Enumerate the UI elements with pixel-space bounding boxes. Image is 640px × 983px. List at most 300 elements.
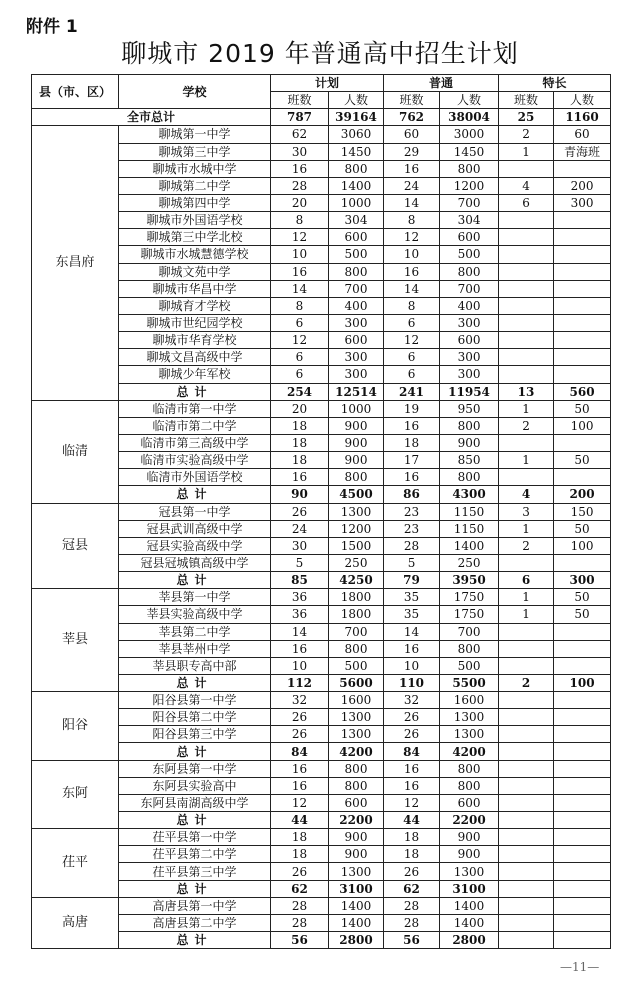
value-cell: 500	[329, 657, 384, 674]
table-row	[32, 246, 611, 263]
county-total-cell: 86	[384, 486, 440, 503]
document-title: 聊城市 2019 年普通高中招生计划	[121, 39, 519, 68]
value-cell	[554, 469, 611, 486]
header-row-1	[32, 75, 611, 92]
value-cell	[554, 160, 611, 177]
county-total-cell: 11954	[440, 383, 499, 400]
school-name: 聊城第四中学	[119, 194, 271, 211]
value-cell: 14	[384, 194, 440, 211]
school-name: 临清市第二中学	[119, 417, 271, 434]
grand-total-cell: 787	[271, 109, 329, 126]
value-cell	[554, 434, 611, 451]
county-total-cell: 560	[554, 383, 611, 400]
value-cell: 29	[384, 143, 440, 160]
school-name: 阳谷县第二中学	[119, 709, 271, 726]
value-cell: 1	[499, 452, 554, 469]
value-cell: 5	[384, 554, 440, 571]
county-total-label: 总计	[119, 383, 271, 400]
county-total-cell: 62	[271, 880, 329, 897]
table-row	[32, 469, 611, 486]
value-cell	[554, 777, 611, 794]
value-cell: 600	[329, 794, 384, 811]
value-cell: 304	[440, 212, 499, 229]
value-cell: 1300	[329, 863, 384, 880]
value-cell	[499, 623, 554, 640]
county-total-cell	[554, 743, 611, 760]
value-cell	[499, 554, 554, 571]
county-total-cell: 79	[384, 572, 440, 589]
school-name: 聊城市水城慧德学校	[119, 246, 271, 263]
county-total-label: 总计	[119, 743, 271, 760]
value-cell: 20	[271, 400, 329, 417]
value-cell: 12	[271, 794, 329, 811]
value-cell: 50	[554, 606, 611, 623]
value-cell: 500	[329, 246, 384, 263]
value-cell: 16	[384, 469, 440, 486]
value-cell: 2	[499, 417, 554, 434]
value-cell: 300	[329, 314, 384, 331]
value-cell: 50	[554, 520, 611, 537]
value-cell	[499, 640, 554, 657]
value-cell	[499, 829, 554, 846]
county-total-cell: 85	[271, 572, 329, 589]
value-cell: 26	[271, 863, 329, 880]
value-cell	[499, 794, 554, 811]
value-cell: 1400	[329, 914, 384, 931]
value-cell: 1300	[329, 726, 384, 743]
value-cell: 12	[384, 794, 440, 811]
value-cell: 900	[329, 452, 384, 469]
value-cell	[554, 554, 611, 571]
value-cell	[554, 829, 611, 846]
school-name: 聊城第一中学	[119, 126, 271, 143]
county-total-cell: 4250	[329, 572, 384, 589]
county-total-cell: 84	[271, 743, 329, 760]
value-cell	[499, 914, 554, 931]
value-cell	[499, 692, 554, 709]
table-row	[32, 263, 611, 280]
value-cell: 200	[554, 177, 611, 194]
table-row	[32, 520, 611, 537]
school-name: 冠县武训高级中学	[119, 520, 271, 537]
table-row	[32, 229, 611, 246]
value-cell	[554, 263, 611, 280]
value-cell: 18	[384, 846, 440, 863]
value-cell: 18	[271, 846, 329, 863]
value-cell: 600	[440, 229, 499, 246]
school-name: 聊城市水城中学	[119, 160, 271, 177]
county-total-cell: 2800	[440, 932, 499, 949]
value-cell: 300	[329, 349, 384, 366]
value-cell: 1200	[440, 177, 499, 194]
value-cell	[499, 160, 554, 177]
value-cell: 300	[329, 366, 384, 383]
county-total-cell: 6	[499, 572, 554, 589]
grand-total-cell: 762	[384, 109, 440, 126]
table-row	[32, 194, 611, 211]
table-row	[32, 829, 611, 846]
value-cell: 6	[271, 349, 329, 366]
value-cell: 16	[271, 640, 329, 657]
school-name: 聊城文昌高级中学	[119, 349, 271, 366]
value-cell: 300	[440, 349, 499, 366]
county-total-row	[32, 572, 611, 589]
value-cell: 36	[271, 589, 329, 606]
value-cell: 1600	[440, 692, 499, 709]
county-total-label: 总计	[119, 880, 271, 897]
value-cell: 26	[271, 503, 329, 520]
value-cell	[499, 760, 554, 777]
table-row	[32, 709, 611, 726]
value-cell: 1150	[440, 503, 499, 520]
value-cell: 700	[440, 623, 499, 640]
value-cell: 900	[329, 434, 384, 451]
value-cell: 26	[271, 709, 329, 726]
value-cell	[499, 897, 554, 914]
table-row	[32, 126, 611, 143]
county-name: 高唐	[32, 897, 119, 948]
header-special-people: 人数	[554, 92, 611, 109]
county-total-row	[32, 932, 611, 949]
school-name: 莘县职专高中部	[119, 657, 271, 674]
value-cell: 16	[384, 263, 440, 280]
value-cell: 12	[271, 229, 329, 246]
value-cell: 800	[440, 263, 499, 280]
school-name: 聊城少年军校	[119, 366, 271, 383]
value-cell: 3060	[329, 126, 384, 143]
county-name: 东昌府	[32, 126, 119, 400]
value-cell: 600	[329, 332, 384, 349]
county-name: 东阿	[32, 760, 119, 829]
value-cell: 850	[440, 452, 499, 469]
table-row	[32, 400, 611, 417]
header-regular-classes: 班数	[384, 92, 440, 109]
value-cell: 1000	[329, 194, 384, 211]
county-total-cell: 2200	[440, 812, 499, 829]
county-total-label: 总计	[119, 932, 271, 949]
value-cell: 1800	[329, 589, 384, 606]
table-row	[32, 177, 611, 194]
county-total-cell: 200	[554, 486, 611, 503]
value-cell	[499, 726, 554, 743]
value-cell: 700	[329, 623, 384, 640]
value-cell: 14	[271, 280, 329, 297]
header-plan: 计划	[271, 75, 384, 92]
county-total-cell: 44	[271, 812, 329, 829]
value-cell: 60	[384, 126, 440, 143]
value-cell: 16	[271, 777, 329, 794]
value-cell: 10	[271, 657, 329, 674]
header-plan-people: 人数	[329, 92, 384, 109]
grand-total-cell: 25	[499, 109, 554, 126]
county-total-cell: 62	[384, 880, 440, 897]
county-total-cell: 5600	[329, 674, 384, 691]
county-total-row	[32, 812, 611, 829]
value-cell	[554, 914, 611, 931]
county-total-label: 总计	[119, 812, 271, 829]
county-total-cell	[499, 743, 554, 760]
value-cell: 400	[440, 297, 499, 314]
value-cell: 400	[329, 297, 384, 314]
table-row	[32, 434, 611, 451]
table-row	[32, 314, 611, 331]
table-row	[32, 417, 611, 434]
value-cell: 4	[499, 177, 554, 194]
county-total-cell: 4200	[440, 743, 499, 760]
value-cell: 1750	[440, 589, 499, 606]
value-cell: 800	[440, 469, 499, 486]
value-cell: 300	[554, 194, 611, 211]
value-cell: 28	[271, 897, 329, 914]
value-cell: 16	[384, 760, 440, 777]
value-cell	[499, 434, 554, 451]
table-row	[32, 914, 611, 931]
county-total-cell: 3100	[440, 880, 499, 897]
school-name: 阳谷县第三中学	[119, 726, 271, 743]
value-cell: 18	[271, 829, 329, 846]
grand-total-cell: 1160	[554, 109, 611, 126]
value-cell: 16	[384, 640, 440, 657]
value-cell: 900	[440, 846, 499, 863]
table-row	[32, 212, 611, 229]
value-cell	[499, 314, 554, 331]
header-regular-people: 人数	[440, 92, 499, 109]
county-total-cell: 4	[499, 486, 554, 503]
value-cell	[554, 709, 611, 726]
value-cell: 28	[384, 897, 440, 914]
value-cell: 8	[384, 212, 440, 229]
school-name: 东阿县南湖高级中学	[119, 794, 271, 811]
county-total-cell: 12514	[329, 383, 384, 400]
county-total-cell: 56	[384, 932, 440, 949]
table-row	[32, 726, 611, 743]
value-cell: 1300	[440, 726, 499, 743]
table-row	[32, 640, 611, 657]
value-cell: 800	[329, 777, 384, 794]
table-row	[32, 760, 611, 777]
value-cell: 26	[384, 726, 440, 743]
value-cell: 35	[384, 606, 440, 623]
value-cell	[499, 777, 554, 794]
county-total-cell	[554, 932, 611, 949]
value-cell: 900	[329, 829, 384, 846]
school-name: 高唐县第二中学	[119, 914, 271, 931]
value-cell: 1400	[440, 914, 499, 931]
value-cell: 800	[329, 760, 384, 777]
county-total-row	[32, 383, 611, 400]
school-name: 冠县第一中学	[119, 503, 271, 520]
county-total-cell	[554, 880, 611, 897]
value-cell: 18	[384, 434, 440, 451]
school-name: 冠县冠城镇高级中学	[119, 554, 271, 571]
value-cell	[499, 332, 554, 349]
value-cell: 10	[384, 246, 440, 263]
school-name: 莘县实验高级中学	[119, 606, 271, 623]
value-cell: 1800	[329, 606, 384, 623]
page-number: —11—	[560, 960, 600, 974]
table-row	[32, 554, 611, 571]
value-cell: 100	[554, 537, 611, 554]
value-cell: 16	[384, 417, 440, 434]
table-row	[32, 452, 611, 469]
value-cell: 800	[329, 263, 384, 280]
table-row	[32, 777, 611, 794]
county-total-cell: 4500	[329, 486, 384, 503]
table-row	[32, 297, 611, 314]
value-cell: 26	[271, 726, 329, 743]
value-cell: 16	[271, 760, 329, 777]
school-name: 茌平县第一中学	[119, 829, 271, 846]
value-cell: 800	[329, 469, 384, 486]
value-cell: 900	[329, 846, 384, 863]
value-cell: 28	[384, 537, 440, 554]
value-cell: 16	[271, 469, 329, 486]
header-regular: 普通	[384, 75, 499, 92]
header-county: 县（市、区）	[32, 75, 119, 109]
school-name: 东阿县实验高中	[119, 777, 271, 794]
value-cell	[499, 469, 554, 486]
value-cell: 800	[329, 160, 384, 177]
value-cell: 24	[384, 177, 440, 194]
value-cell: 500	[440, 246, 499, 263]
value-cell: 24	[271, 520, 329, 537]
header-special: 特长	[499, 75, 611, 92]
value-cell	[499, 366, 554, 383]
value-cell: 23	[384, 520, 440, 537]
county-name: 冠县	[32, 503, 119, 589]
county-total-row	[32, 674, 611, 691]
value-cell: 800	[440, 160, 499, 177]
county-total-cell: 84	[384, 743, 440, 760]
school-name: 茌平县第三中学	[119, 863, 271, 880]
value-cell: 800	[440, 777, 499, 794]
county-total-cell: 2800	[329, 932, 384, 949]
value-cell: 1400	[329, 177, 384, 194]
value-cell: 50	[554, 452, 611, 469]
county-total-cell: 2	[499, 674, 554, 691]
attachment-label: 附件 1	[26, 17, 78, 37]
school-name: 聊城市外国语学校	[119, 212, 271, 229]
school-name: 聊城第三中学	[119, 143, 271, 160]
county-total-cell: 56	[271, 932, 329, 949]
value-cell: 16	[384, 160, 440, 177]
value-cell	[499, 280, 554, 297]
value-cell: 1	[499, 520, 554, 537]
value-cell	[499, 349, 554, 366]
county-total-cell	[499, 932, 554, 949]
table-row	[32, 503, 611, 520]
table-row	[32, 623, 611, 640]
value-cell: 17	[384, 452, 440, 469]
school-name: 高唐县第一中学	[119, 897, 271, 914]
value-cell	[554, 280, 611, 297]
value-cell: 900	[329, 417, 384, 434]
table-body	[32, 109, 611, 949]
value-cell: 150	[554, 503, 611, 520]
value-cell: 8	[271, 212, 329, 229]
county-total-cell: 110	[384, 674, 440, 691]
value-cell	[499, 846, 554, 863]
value-cell: 12	[384, 229, 440, 246]
value-cell: 28	[271, 177, 329, 194]
value-cell: 800	[440, 760, 499, 777]
table-row	[32, 657, 611, 674]
county-total-label: 总计	[119, 572, 271, 589]
value-cell: 10	[384, 657, 440, 674]
value-cell	[554, 314, 611, 331]
value-cell: 600	[440, 794, 499, 811]
value-cell	[499, 297, 554, 314]
value-cell: 500	[440, 657, 499, 674]
value-cell: 6	[384, 314, 440, 331]
value-cell: 300	[440, 314, 499, 331]
value-cell: 14	[384, 280, 440, 297]
value-cell: 1400	[329, 897, 384, 914]
value-cell: 700	[440, 194, 499, 211]
value-cell	[554, 623, 611, 640]
value-cell: 1500	[329, 537, 384, 554]
value-cell: 10	[271, 246, 329, 263]
county-total-cell: 2200	[329, 812, 384, 829]
grand-total-row	[32, 109, 611, 126]
value-cell: 1	[499, 606, 554, 623]
school-name: 莘县第一中学	[119, 589, 271, 606]
school-name: 聊城市华昌中学	[119, 280, 271, 297]
value-cell: 3	[499, 503, 554, 520]
value-cell: 950	[440, 400, 499, 417]
county-total-cell: 5500	[440, 674, 499, 691]
school-name: 临清市实验高级中学	[119, 452, 271, 469]
value-cell: 18	[271, 417, 329, 434]
table-row	[32, 160, 611, 177]
value-cell: 1200	[329, 520, 384, 537]
county-total-row	[32, 880, 611, 897]
value-cell: 18	[271, 434, 329, 451]
value-cell	[554, 726, 611, 743]
school-name: 聊城文苑中学	[119, 263, 271, 280]
value-cell: 1300	[440, 709, 499, 726]
value-cell: 16	[384, 777, 440, 794]
table-row	[32, 606, 611, 623]
school-name: 阳谷县第一中学	[119, 692, 271, 709]
value-cell: 1150	[440, 520, 499, 537]
table-row	[32, 332, 611, 349]
value-cell	[499, 657, 554, 674]
value-cell: 青海班	[554, 143, 611, 160]
value-cell: 19	[384, 400, 440, 417]
value-cell: 2	[499, 537, 554, 554]
value-cell	[499, 263, 554, 280]
value-cell	[554, 332, 611, 349]
header-school: 学校	[119, 75, 271, 109]
value-cell: 1300	[440, 863, 499, 880]
value-cell: 6	[499, 194, 554, 211]
value-cell: 1450	[440, 143, 499, 160]
value-cell	[554, 794, 611, 811]
value-cell: 14	[384, 623, 440, 640]
value-cell: 62	[271, 126, 329, 143]
value-cell: 1300	[329, 709, 384, 726]
table-row	[32, 863, 611, 880]
value-cell: 30	[271, 537, 329, 554]
value-cell: 1450	[329, 143, 384, 160]
enrollment-plan-table	[31, 74, 611, 949]
value-cell: 12	[384, 332, 440, 349]
county-total-label: 总计	[119, 674, 271, 691]
value-cell: 32	[271, 692, 329, 709]
county-total-cell: 44	[384, 812, 440, 829]
value-cell	[554, 692, 611, 709]
